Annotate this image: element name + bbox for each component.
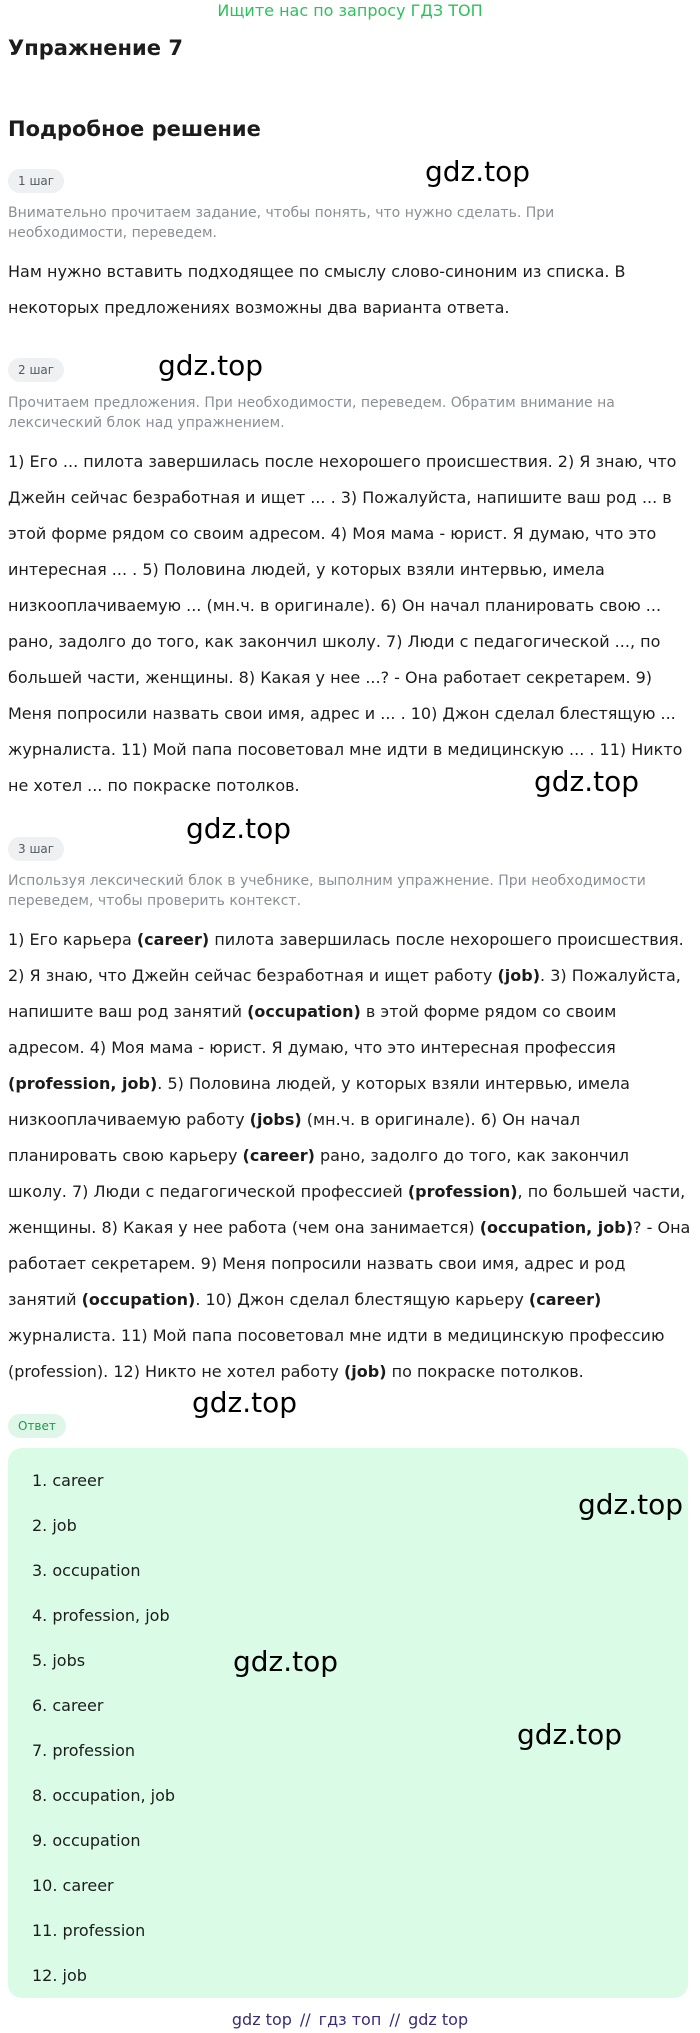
footer-separator: // — [299, 2010, 311, 2029]
answer-term: (job) — [343, 1362, 387, 1381]
solution-text: , по большей части, женщины. 8) Какая у нее работа (чем она занимается) — [8, 1182, 686, 1237]
solution-text: рано, задолго до того, как закончил школу. 7) Люди с педагогической профессией — [8, 1146, 630, 1201]
footer — [0, 2010, 700, 2029]
watermark: gdz.top — [425, 155, 531, 188]
watermark: gdz.top — [517, 1718, 623, 1751]
step-3-badge: 3 шаг — [8, 837, 64, 861]
watermark: gdz.top — [158, 349, 264, 382]
watermark: gdz.top — [534, 765, 640, 798]
step-1-text: Нам нужно вставить подходящее по смыслу слово-синоним из списка. В некоторых предложениях возможны два варианта ответа. — [8, 262, 626, 317]
answer-item: 3. occupation — [32, 1561, 141, 1580]
answer-item: 7. profession — [32, 1741, 136, 1760]
step-2-text: 1) Его ... пилота завершилась после нехорошего происшествия. 2) Я знаю, что Джейн сейчас безработная и ищет ... . 3) Пожалуйста, напишите ваш род ... в этой форме рядом со своим адресом. 4) Моя мама - юрист. Я думаю, что это интересная ... . 5) Половина людей, у которых взяли интервью, имела низкооплачиваемую ... (мн.ч. в оригинале). 6) Он начал планировать свою ... рано, задолго до того, как закончил школу. 7) Люди с педагогической ..., по большей части, женщины. 8) Какая у нее ...? - Она работает секретарем. 9) Меня попросили назвать свои имя, адрес и ... . 10) Джон сделал блестящую ... журналиста. 11) Мой папа посоветовал мне идти в медицинскую ... . 11) Никто не хотел ... по покраске потолков. — [8, 452, 683, 795]
solution-text: журналиста. 11) Мой папа посоветовал мне идти в медицинскую профессию (profession). 12) Никто не хотел работу — [8, 1326, 665, 1381]
answer-item: 1. career — [32, 1471, 104, 1490]
exercise-title: Упражнение 7 — [8, 36, 183, 60]
watermark: gdz.top — [578, 1488, 684, 1521]
answer-term: (profession, job) — [8, 1074, 158, 1093]
step-1-hint: Внимательно прочитаем задание, чтобы понять, что нужно сделать. При необходимости, переведем. — [8, 205, 555, 241]
answer-term: (occupation) — [81, 1290, 196, 1309]
footer-link[interactable]: gdz top — [231, 2010, 292, 2029]
watermark: gdz.top — [186, 812, 292, 845]
answer-term: (occupation, job) — [479, 1218, 634, 1237]
solution-text: пилота завершилась после нехорошего происшествия. 2) Я знаю, что Джейн сейчас безработная и ищет работу — [8, 930, 684, 985]
answer-term: (jobs) — [249, 1110, 302, 1129]
answer-term: (occupation) — [247, 1002, 361, 1021]
answer-item: 2. job — [32, 1516, 77, 1535]
step-1-badge: 1 шаг — [8, 169, 64, 193]
step-3-text — [8, 922, 692, 1390]
answer-item: 11. profession — [32, 1921, 146, 1940]
answer-item: 6. career — [32, 1696, 104, 1715]
answer-item: 10. career — [32, 1876, 114, 1895]
footer-link[interactable]: гдз топ — [318, 2010, 382, 2029]
top-banner: Ищите нас по запросу ГДЗ ТОП — [217, 1, 483, 20]
answer-badge: Ответ — [8, 1414, 66, 1438]
step-2-hint: Прочитаем предложения. При необходимости, переведем. Обратим внимание на лексический блок над упражнением. — [8, 395, 615, 431]
solution-text: (мн.ч. в оригинале). 6) Он начал планировать свою карьеру — [8, 1110, 581, 1165]
solution-title: Подробное решение — [8, 117, 261, 141]
answer-item: 8. occupation, job — [32, 1786, 176, 1805]
answer-term: (career) — [528, 1290, 602, 1309]
solution-text: . 3) Пожалуйста, напишите ваш род занятий — [8, 966, 681, 1021]
solution-text: . 5) Половина людей, у которых взяли интервью, имела низкооплачиваемую работу — [8, 1074, 630, 1129]
watermark: gdz.top — [192, 1386, 298, 1419]
answer-item: 4. profession, job — [32, 1606, 170, 1625]
answer-item: 5. jobs — [32, 1651, 86, 1670]
answer-term: (career) — [242, 1146, 315, 1165]
step-2-badge: 2 шаг — [8, 358, 64, 382]
footer-link[interactable]: gdz top — [408, 2010, 469, 2029]
footer-separator: // — [389, 2010, 401, 2029]
answer-term: (profession) — [407, 1182, 518, 1201]
answer-item: 12. job — [32, 1966, 87, 1985]
solution-text: по покраске потолков. — [386, 1362, 584, 1381]
answer-term: (career) — [136, 930, 210, 949]
solution-text: . 10) Джон сделал блестящую карьеру — [195, 1290, 529, 1309]
step-3-hint: Используя лексический блок в учебнике, выполним упражнение. При необходимости переведем, чтобы проверить контекст. — [8, 873, 646, 909]
solution-text: ? - Она работает секретарем. 9) Меня попросили назвать свои имя, адрес и род занятий — [8, 1218, 691, 1309]
watermark: gdz.top — [233, 1645, 339, 1678]
solution-text: 1) Его карьера — [8, 930, 137, 949]
answer-list — [32, 1458, 175, 1998]
answer-item: 9. occupation — [32, 1831, 141, 1850]
answer-term: (job) — [497, 966, 541, 985]
solution-text: в этой форме рядом со своим адресом. 4) Моя мама - юрист. Я думаю, что это интересная профессия — [8, 1002, 617, 1057]
